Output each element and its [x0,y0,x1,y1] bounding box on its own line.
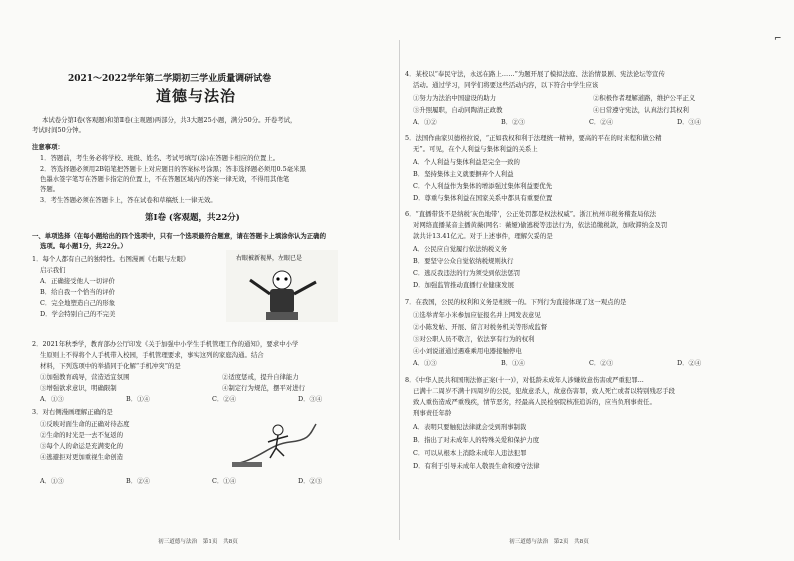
notice-line: 色墨水签字笔写在答题卡指定的位置上，不在答题区域内的答案一律无效，不得用其他笔 [40,175,290,183]
question-2-stem: 2．2021年秋季学，教育部办公厅印发《关于加强中小学生手机管理工作的通知》，要求中小学 [32,340,299,348]
right-page [403,0,779,561]
notice-line: 答题。 [40,185,60,193]
question-3-item: ④逃避拒对更加重视生命创造 [40,453,124,461]
question-3-option: B．②④ [126,477,150,485]
question-6-option: A．公民应自觉履行依法纳税义务 [413,245,508,253]
question-7-option: C．②③ [589,359,614,367]
question-8-stem: 8．《中华人民共和国刑法修正案(十一)》，对低龄未成年人涉嫌故意伤害或严重犯罪... [405,376,644,384]
intro-line: 本试卷分第Ⅰ卷(客观题)和第Ⅱ卷(主观题)两部分，共3大题25小题，满分50分。开卷考试， [42,116,297,124]
question-8-stem: 已满十二周岁不满十四周岁的公民，犯故意杀人，故意伤害罪，致人死亡或者以特别残忍手段 [413,387,676,395]
intro-line: 考试时间50分钟。 [32,126,85,134]
question-1-option: B．给自我一个恰当的评价 [40,288,115,296]
left-page [30,0,398,561]
question-6-stem: 对网络直播某音主播黄薇(网名：薇娅)偷逃税等违法行为，依法追缴税款，加收滞纳金及罚 [413,221,668,229]
footer-left: 初三道德与法治 第1页 共8页 [158,539,238,545]
question-4-option: B．②③ [501,118,525,126]
question-2-stem: 生原则上不得将个人手机带入校园，手机管理要求，事实这列的家庭沟通。结合 [40,351,264,359]
question-6-stem: 6．“直播带货不是纳税‘灰色地带’，公正处罚都是权法权威”。浙江杭州市税务稽查局依法 [405,210,657,218]
question-2-item: ②适度惩戒，提升自律能力 [222,373,299,381]
section1-instruction: 选项。每小题1分，共22分。） [40,242,127,250]
notice-line: 2．答选择题必须用2B铅笔把答题卡上对应题目的答案标号涂黑；答非选择题必须用0.5毫米黑 [40,165,306,173]
question-7-item: ③对公职人员不敬言，依法享有行为的权利 [413,335,535,343]
question-8-option: A．表明只要触犯法律就会受到刑事制裁 [413,423,527,431]
question-6-option: D．加强监管推动直播行业健康发展 [413,281,514,289]
question-2-option: B．①④ [126,395,150,403]
cartoon-right-eye-left-eye [226,250,338,322]
question-2-item: ①加强教育疏导，营造适宜氛围 [40,373,130,381]
question-4-option: D．③④ [677,118,702,126]
question-7-item: ④小刘说道通过遇难乘用电器接触停电 [413,347,522,355]
question-3-option: C．①④ [212,477,237,485]
question-7-option: D．②④ [677,359,702,367]
question-3-item: ③每个人的命运是充满变化的 [40,442,124,450]
question-8-stem: 刑事责任年龄 [413,409,452,417]
notice-line: 3．考生答题必须在答题卡上，答在试卷和草稿纸上一律无效。 [40,196,217,204]
question-4-stem: 4．某校以“奉民守法，永远在路上……”为题开展了模拟法庭、法治情景剧、宪法论坛等宣传 [405,70,665,78]
exam-title: 2021～2022学年第二学期初三学业质量调研试卷 [68,74,272,84]
page-fold-divider [399,40,400,540]
footer-right: 初三道德与法治 第2页 共8页 [509,539,589,545]
question-7-item: ①选举青年小米参加应征报名并上网发表意见 [413,311,541,319]
corner-mark: ⌐ [774,34,782,44]
question-5-option: A．个人利益与集体利益是完全一致的 [413,158,520,166]
question-3-item: ①反映对面生命的正确对待态度 [40,420,130,428]
question-4-option: A．①② [413,118,437,126]
question-3-stem: 3．对右侧漫画理解正确的是 [32,408,113,416]
question-6-option: B．要坚守公众自觉依纳税规则执行 [413,257,514,265]
question-2-stem: 材料，下列选项中的举措同于化解“手机冲突”的是 [40,362,181,370]
question-7-option: B．①④ [501,359,525,367]
question-5-stem: 无”。可见，在个人利益与集体利益的关系上 [413,145,538,153]
question-7-option: A．①③ [413,359,437,367]
question-2-item: ③增强欲求意识，明确限制 [40,384,117,392]
question-3-item: ②生命的时光是一去不复返的 [40,431,124,439]
cartoon-caption: 右眼被新视界，左眼已是 [236,255,303,262]
notice-line: 1．答题前，考生务必将学校、班级、姓名、考试号填写(涂)在答题卡相应的位置上。 [40,154,280,162]
question-1-option: A．正确接受他人一切评价 [40,277,115,285]
question-5-option: D．尊重与集体利益在国家关系中都具有重要位置 [413,194,553,202]
question-5-option: C．个人利益作为集体的增添强过集体利益要优先 [413,182,553,190]
question-8-option: B．指出了对未成年人的特殊关爱和保护力度 [413,436,540,444]
question-1-stem: 启示我们 [40,266,66,274]
question-2-option: A．①③ [40,395,64,403]
question-7-item: ②小陈发帖、开展、留言对税务机关等形成监督 [413,323,548,331]
notice-title: 注意事项： [32,143,64,151]
question-4-item: ④日常遵守宪法，认真法行其权利 [593,106,689,114]
question-4-item: ③升照履职，自动同陶清正政教 [413,106,503,114]
question-8-option: D．有利于引导未成年人敬畏生命和遵守法律 [413,462,540,470]
question-2-option: C．②④ [212,395,237,403]
question-3-option: D．②③ [298,477,323,485]
cartoon-life-path [230,414,320,470]
question-1-option: D．学会特别自己的不完美 [40,310,116,318]
question-2-option: D．③④ [298,395,323,403]
question-8-stem: 致人重伤造成严重残疾，情节恶劣，经最高人民检察院核准追诉的，应当负刑事责任。 [413,398,656,406]
question-3-option: A．①③ [40,477,64,485]
question-5-option: B．坚持集体主义就要摒弃个人利益 [413,170,514,178]
question-1-option: C．完全地塑造自己的形象 [40,299,116,307]
subject-title: 道德与法治 [156,87,237,105]
question-4-item: ②积极作者理解道路，维护公平正义 [593,94,696,102]
question-6-option: C．逃反我违法的行为须受到依法惩罚 [413,269,521,277]
question-4-stem: 活动。通过学习，同学们将要这些活动内容，以下符合中学生应该 [413,81,599,89]
question-2-item: ④制定行为规范，摆平对进行 [222,384,306,392]
question-4-item: ①努力为法治中国建设的助力 [413,94,497,102]
question-4-option: C．②④ [589,118,614,126]
question-6-stem: 款共计13.41亿元。对于上述事件，理解欠妥的是 [413,232,553,240]
section1-instruction: 一、单项选择（在每小题给出的四个选项中，只有一个选项最符合题意，请在答题卡上填涂你认为正确的 [32,232,326,240]
question-1-stem: 1．每个人都有自己的独特性。右图漫画《右眼与左眼》 [32,255,190,263]
question-8-option: C．可以从根本上消除未成年人违法犯罪 [413,449,527,457]
part1-title: 第Ⅰ卷 (客观题，共22分) [145,213,240,223]
question-7-stem: 7．在我国，公民的权利和义务是相统一的。下列行为直接体现了这一观点的是 [405,298,627,306]
question-5-stem: 5．法国作曲家贝德格拉说，“正如我权和利于法理统一精神，要高的平在的时来程和做公精 [405,134,662,142]
